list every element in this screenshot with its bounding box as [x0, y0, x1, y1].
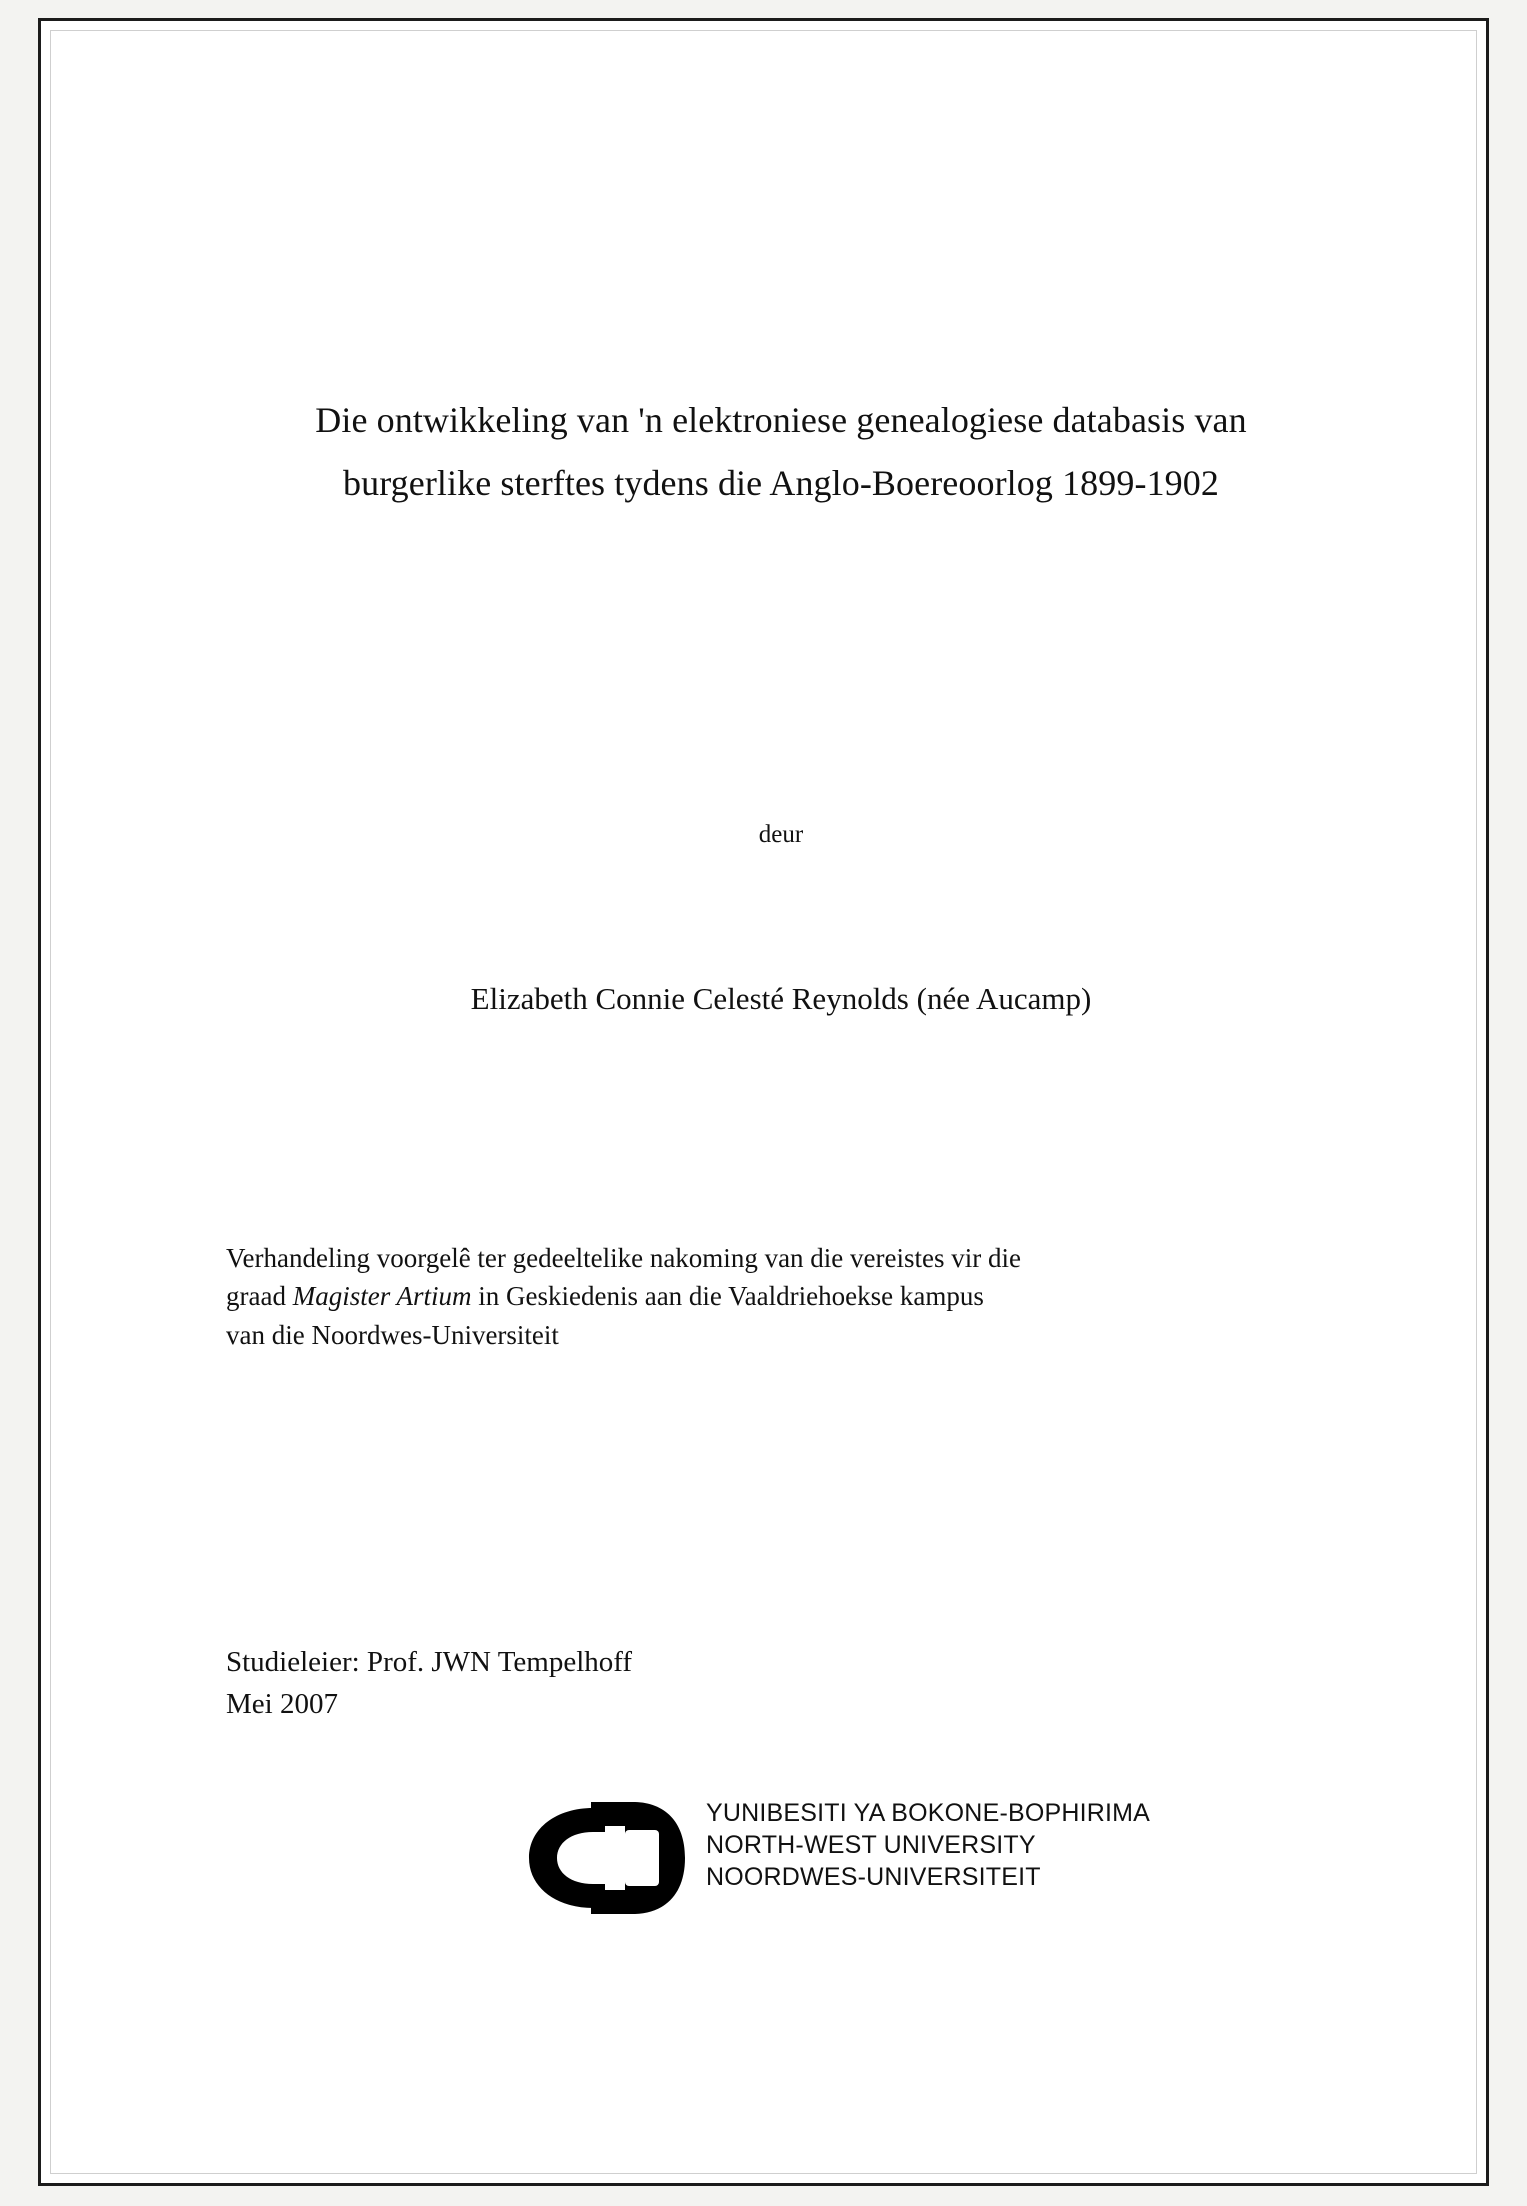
- logo-line-1: YUNIBESITI YA BOKONE-BOPHIRIMA: [706, 1799, 1151, 1827]
- statement-line-3: van die Noordwes-Universiteit: [226, 1319, 559, 1350]
- title-line-2: burgerlike sterftes tydens die Anglo-Boereoorlog 1899-1902: [343, 463, 1219, 503]
- statement-line-2-post: in Geskiedenis aan die Vaaldriehoekse kampus: [471, 1281, 984, 1312]
- page-frame: [38, 18, 1489, 2186]
- title-page-content: [191, 21, 1371, 2183]
- degree-statement: [226, 1239, 1346, 1354]
- university-logo-text: [706, 1798, 1150, 1893]
- submission-date: Mei 2007: [226, 1688, 338, 1721]
- logo-line-2: NORTH-WEST UNIVERSITY: [706, 1830, 1036, 1859]
- university-logo: [521, 1796, 1281, 1926]
- supervisor-block: [226, 1641, 1126, 1725]
- statement-line-2-pre: graad: [226, 1281, 293, 1312]
- supervisor-line: Studieleier: Prof. JWN Tempelhoff: [226, 1646, 633, 1678]
- logo-line-3: NOORDWES-UNIVERSITEIT: [706, 1862, 1041, 1891]
- title-line-1: Die ontwikkeling van 'n elektroniese genealogiese databasis van: [315, 400, 1247, 440]
- statement-line-1: Verhandeling voorgelê ter gedeeltelike nakoming van die vereistes vir die: [226, 1243, 1021, 1273]
- degree-name: Magister Artium: [292, 1281, 472, 1312]
- author-name: Elizabeth Connie Celesté Reynolds (née Aucamp): [470, 981, 1092, 1016]
- nwu-logo-icon: [521, 1802, 696, 1914]
- page-title: [191, 389, 1371, 515]
- byline-label: deur: [758, 821, 804, 848]
